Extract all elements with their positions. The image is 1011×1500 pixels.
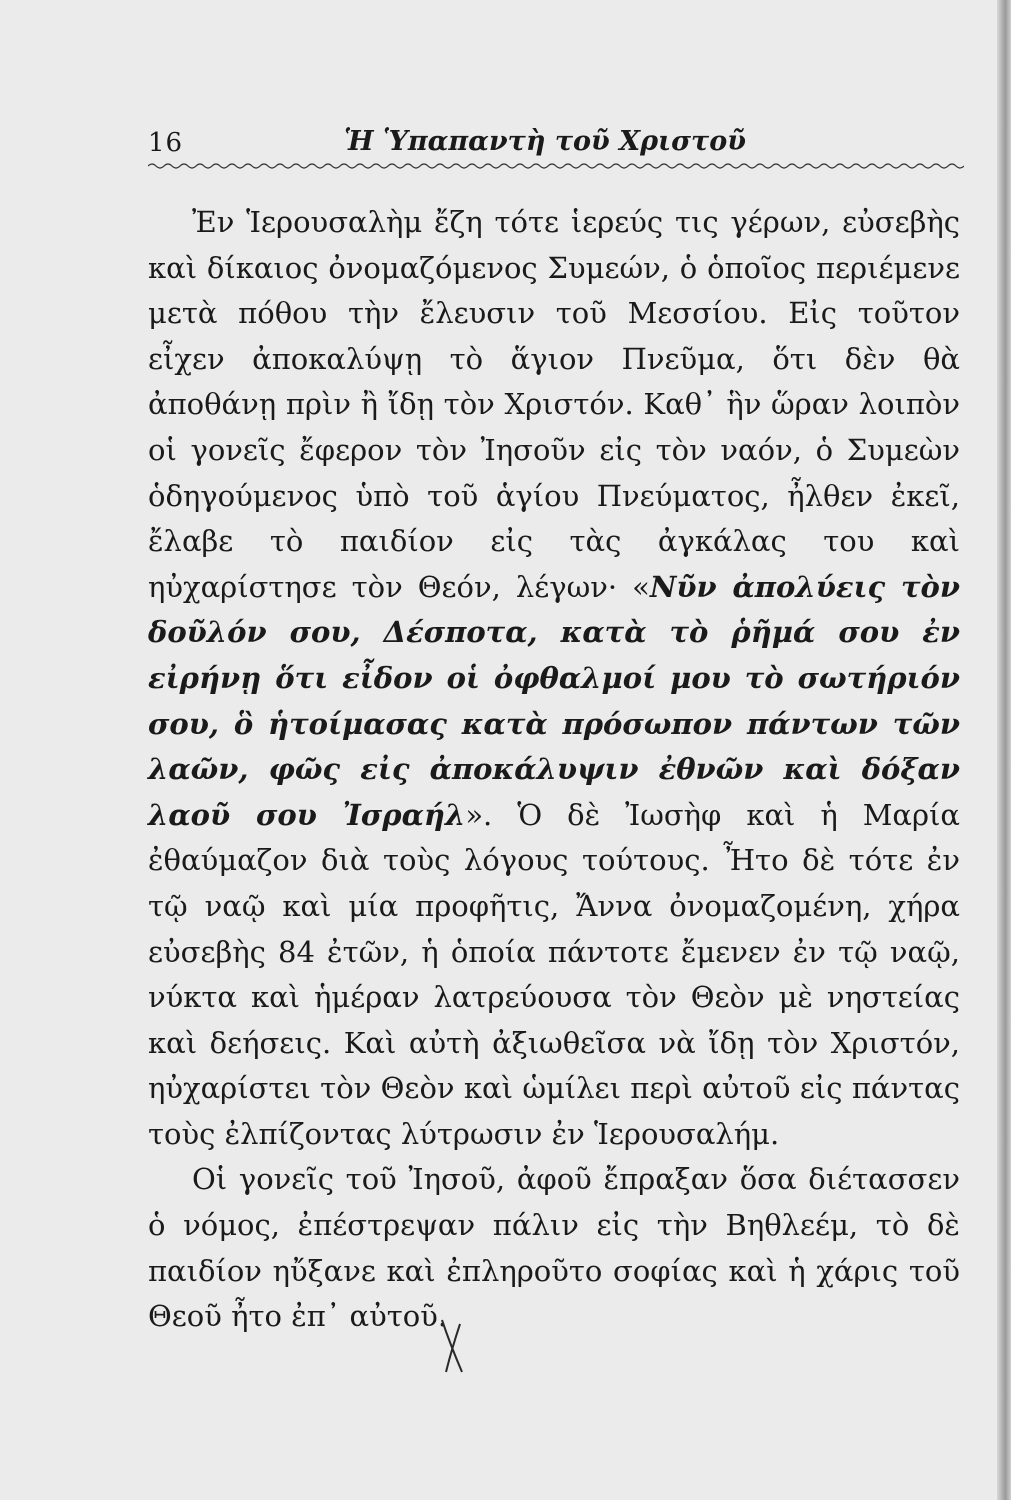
page-header: [148, 122, 968, 166]
paragraph-return-text: Οἱ γονεῖς τοῦ Ἰησοῦ, ἀφοῦ ἔπραξαν ὅσα διέτασσεν ὁ νόμος, ἐπέστρεψαν πάλιν εἰς τὴν Βηθλεέμ, τὸ δὲ παιδίον ηὔξανε καὶ ἐπληροῦτο σοφίας καὶ ἡ χάρις τοῦ Θεοῦ ἦτο ἐπ᾽ αὐτοῦ.: [148, 1162, 960, 1334]
wavy-header-rule: [148, 162, 964, 170]
running-title: Ἡ Ὑπαπαντὴ τοῦ Χριστοῦ: [344, 126, 746, 157]
nunc-dimittis-quote: Νῦν ἀπολύεις τὸν δοῦλόν σου, Δέσποτα, κατὰ τὸ ῥῆμά σου ἐν εἰρήνῃ ὅτι εἶδον οἱ ὀφθαλμοί μου τὸ σωτήριόν σου, ὃ ἡτοίμασας κατὰ πρόσωπον πάντων τῶν λαῶν, φῶς εἰς ἀποκάλυψιν ἐθνῶν καὶ δόξαν λαοῦ σου Ἰσραήλ: [148, 569, 960, 832]
handwritten-x-mark: [438, 1318, 468, 1374]
paragraph-intro: Ἐν Ἱερουσαλὴμ ἔζη τότε ἱερεύς τις γέρων, εὐσεβὴς καὶ δίκαιος ὀνομαζόμενος Συμεών, ὁ ὁποῖος περιέμενε μετὰ πόθου τὴν ἔλευσιν τοῦ Μεσσίου. Εἰς τοῦτον εἶχεν ἀποκαλύψῃ τὸ ἅγιον Πνεῦμα, ὅτι δὲν θὰ ἀποθάνῃ πρὶν ἢ ἴδῃ τὸν Χριστόν. Καθ᾽ ἣν ὥραν λοιπὸν οἱ γονεῖς ἔφερον τὸν Ἰησοῦν εἰς τὸν ναόν, ὁ Συμεὼν ὁδηγούμενος ὑπὸ τοῦ ἁγίου Πνεύματος, ἦλθεν ἐκεῖ, ἔλαβε τὸ παιδίον εἰς τὰς ἀγκάλας του καὶ ηὐχαρίστησε τὸν Θεόν, λέγων· «: [148, 205, 960, 604]
paragraph-return-bethlehem: [148, 1157, 960, 1339]
paragraph-outro: ». Ὁ δὲ Ἰωσὴφ καὶ ἡ Μαρία ἐθαύμαζον διὰ τοὺς λόγους τούτους. Ἦτο δὲ τότε ἐν τῷ ναῷ καὶ μία προφῆτις, Ἄννα ὀνομαζομένη, χήρα εὐσεβὴς 84 ἐτῶν, ἡ ὁποία πάντοτε ἔμενεν ἐν τῷ ναῷ, νύκτα καὶ ἡμέραν λατρεύουσα τὸν Θεὸν μὲ νηστείας καὶ δεήσεις. Καὶ αὐτὴ ἀξιωθεῖσα νὰ ἴδῃ τὸν Χριστόν, ηὐχαρίστει τὸν Θεὸν καὶ ὡμίλει περὶ αὐτοῦ εἰς πάντας τοὺς ἐλπίζοντας λύτρωσιν ἐν Ἱερουσαλήμ.: [148, 797, 961, 1151]
page-number: 16: [148, 128, 184, 158]
body-text: [148, 200, 960, 1340]
binding-edge: [997, 0, 1011, 1500]
paragraph-simeon-anna: [148, 200, 960, 1157]
